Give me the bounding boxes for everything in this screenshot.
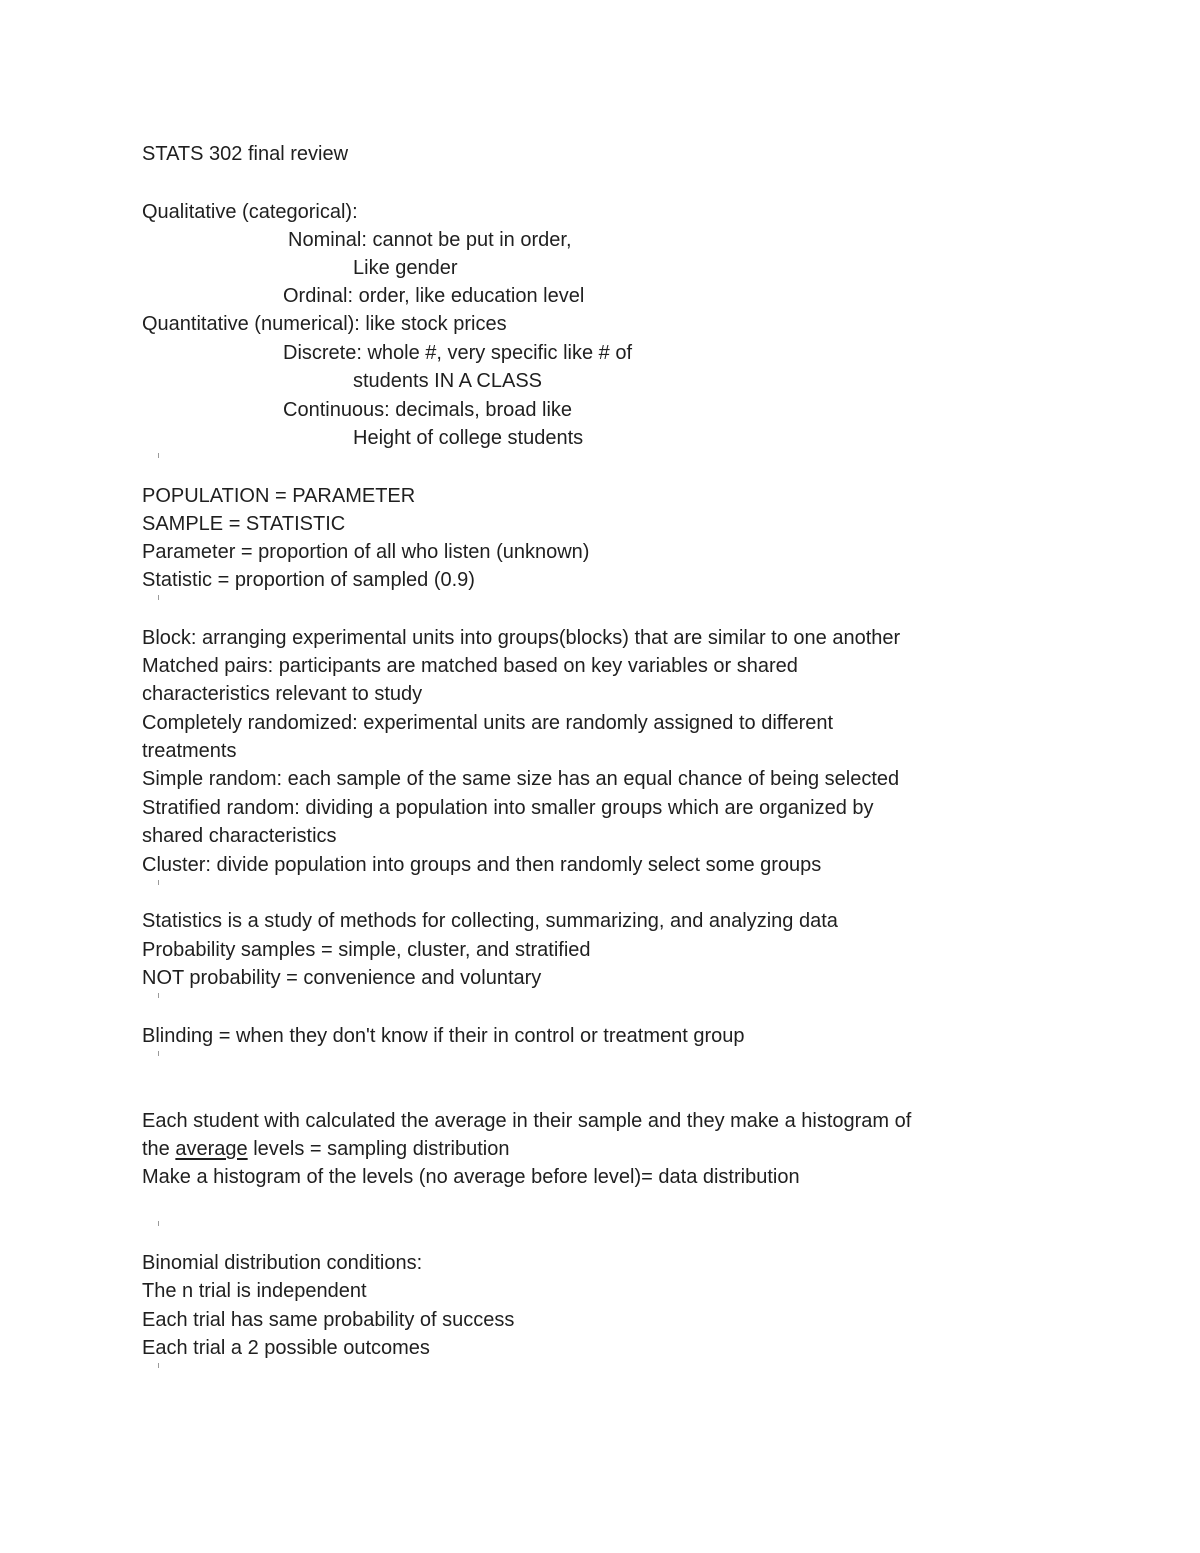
document-title: STATS 302 final review [142,143,349,165]
statistic-line: Statistic = proportion of sampled (0.9) [142,569,475,591]
data-distribution-line: Make a histogram of the levels (no average before level)= data distribution [142,1166,800,1188]
separator-mark [158,1051,159,1056]
discrete-example: students IN A CLASS [353,370,542,392]
binomial-heading: Binomial distribution conditions: [142,1252,423,1274]
separator-mark [158,1221,159,1226]
text-segment: levels = sampling distribution [247,1138,510,1160]
continuous-line: Continuous: decimals, broad like [283,399,573,421]
sampling-distribution-line: Each student with calculated the average in their sample and they make a histogram of [142,1110,912,1132]
sampling-distribution-line-2 [142,1137,509,1161]
blinding-line: Blinding = when they don't know if their in control or treatment group [142,1025,745,1047]
nominal-example: Like gender [353,257,458,279]
separator-mark [158,595,159,600]
separator-mark [158,1363,159,1368]
statistics-definition-line: Statistics is a study of methods for collecting, summarizing, and analyzing data [142,910,838,932]
statistics-definition-line: NOT probability = convenience and voluntary [142,967,542,989]
separator-mark [158,453,159,458]
discrete-line: Discrete: whole #, very specific like # of [283,342,633,364]
design-line: Block: arranging experimental units into groups(blocks) that are similar to one another [142,627,901,649]
design-line: Completely randomized: experimental units are randomly assigned to different [142,712,834,734]
separator-mark [158,993,159,998]
design-line: characteristics relevant to study [142,683,423,705]
parameter-line: Parameter = proportion of all who listen (unknown) [142,541,590,563]
separator-mark [158,880,159,885]
nominal-line: Nominal: cannot be put in order, [288,229,572,251]
binomial-condition: The n trial is independent [142,1280,367,1302]
binomial-condition: Each trial a 2 possible outcomes [142,1337,430,1359]
quantitative-heading: Quantitative (numerical): like stock prices [142,313,507,335]
design-line: shared characteristics [142,825,337,847]
design-line: Cluster: divide population into groups and then randomly select some groups [142,854,822,876]
continuous-example: Height of college students [353,427,584,449]
qualitative-heading: Qualitative (categorical): [142,201,358,223]
design-line: Matched pairs: participants are matched based on key variables or shared [142,655,798,677]
statistics-definition-line: Probability samples = simple, cluster, and stratified [142,939,591,961]
text-segment: the [142,1138,176,1160]
underlined-word: average [175,1138,248,1160]
design-line: Simple random: each sample of the same size has an equal chance of being selected [142,768,900,790]
design-line: treatments [142,740,237,762]
sample-line: SAMPLE = STATISTIC [142,513,346,535]
ordinal-line: Ordinal: order, like education level [283,285,585,307]
binomial-condition: Each trial has same probability of success [142,1309,515,1331]
design-line: Stratified random: dividing a population into smaller groups which are organized by [142,797,874,819]
population-line: POPULATION = PARAMETER [142,485,416,507]
